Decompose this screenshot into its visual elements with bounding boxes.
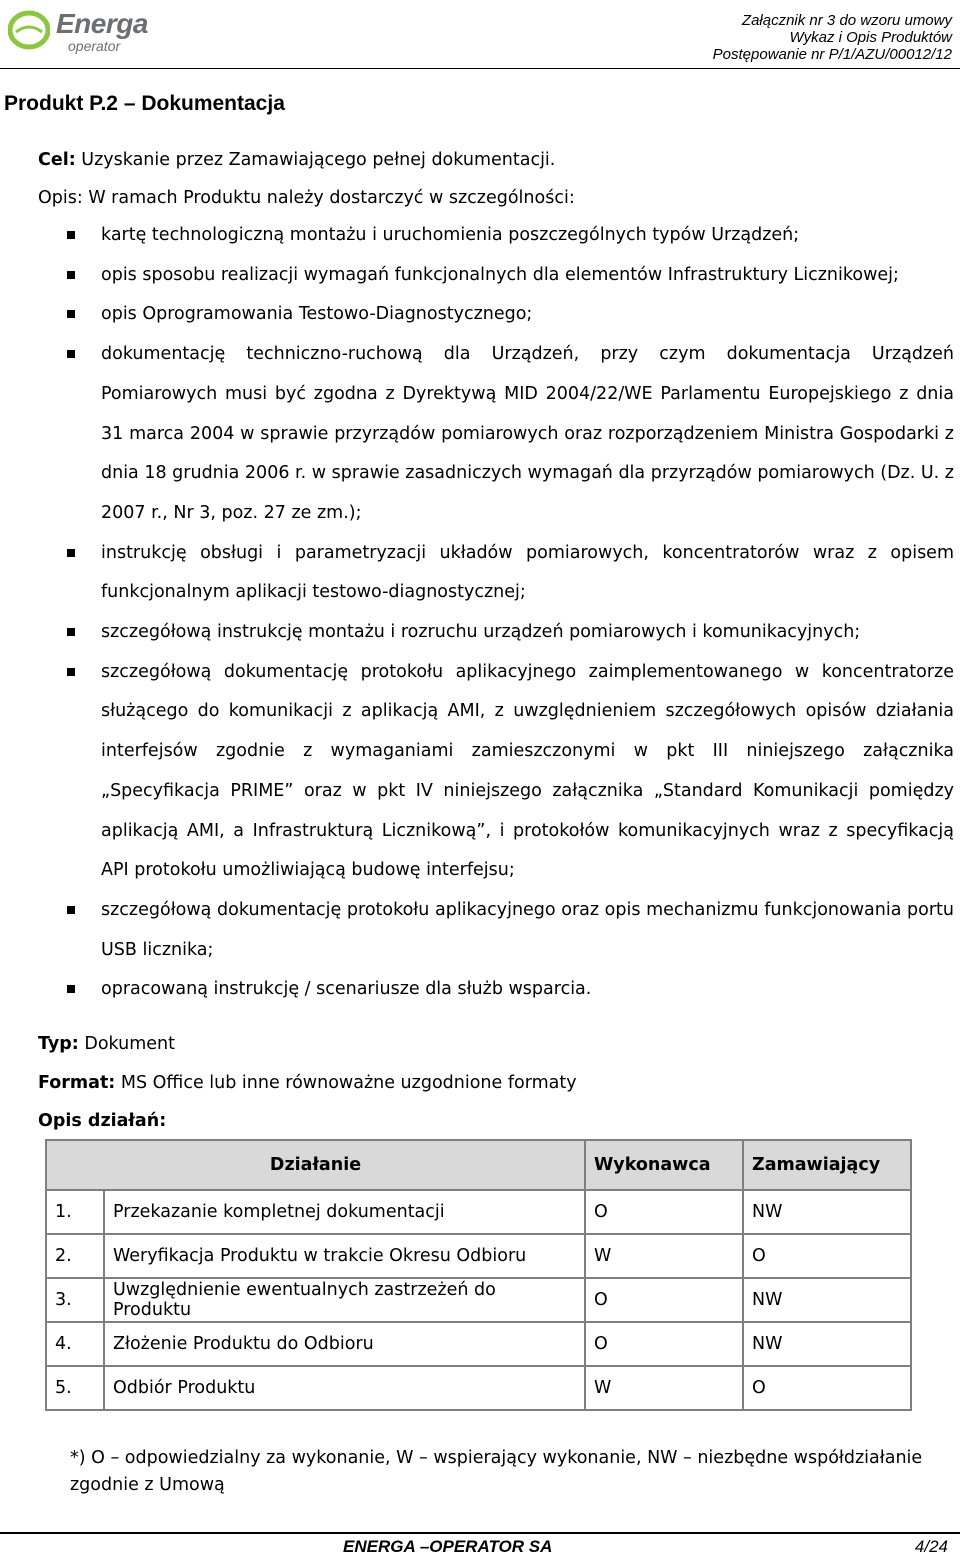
- bullet-square-icon: [67, 350, 75, 358]
- bullet-square-icon: [67, 628, 75, 636]
- bullet-square-icon: [67, 985, 75, 993]
- list-item-text: kartę technologiczną montażu i uruchomienia poszczególnych typów Urządzeń;: [101, 225, 800, 245]
- bullet-square-icon: [67, 668, 75, 676]
- table-row: [46, 1190, 911, 1234]
- row-action: Złożenie Produktu do Odbioru: [104, 1322, 585, 1366]
- list-item: [101, 970, 954, 1010]
- list-item: [101, 891, 954, 970]
- actions-table: [45, 1139, 912, 1411]
- type-paragraph: [38, 1024, 954, 1064]
- row-action: Weryfikacja Produktu w trakcie Okresu Odbioru: [104, 1234, 585, 1278]
- deliverables-list: [0, 216, 960, 1010]
- type-value: Dokument: [78, 1034, 175, 1054]
- table-header-row: [46, 1140, 911, 1190]
- list-item-text: instrukcję obsługi i parametryzacji układów pomiarowych, koncentratorów wraz z opisem funkcjonalnym aplikacji testowo-diagnostycznej;: [101, 542, 954, 603]
- goal-text: Uzyskanie przez Zamawiającego pełnej dokumentacji.: [75, 150, 556, 170]
- list-item-text: szczegółową instrukcję montażu i rozruchu urządzeń pomiarowych i komunikacyjnych;: [101, 622, 861, 643]
- list-item: [101, 295, 954, 335]
- list-item-text: opis Oprogramowania Testowo-Diagnostycznego;: [101, 304, 533, 325]
- list-item: [101, 256, 954, 296]
- header-line-procedure: Postępowanie nr P/1/AZU/00012/12: [712, 46, 952, 63]
- list-item-text: dokumentację techniczno-ruchową dla Urządzeń, przy czym dokumentacja Urządzeń Pomiarowych musi być zgodna z Dyrektywą MID 2004/22/WE Parlamentu Europejskiego z dnia 31 marca 2004 w sprawie przyrządów pomiarowych oraz rozporządzeniem Ministra Gospodarki z dnia 18 grudnia 2006 r. w sprawie zasadniczych wymagań dla przyrządów pomiarowych (Dz. U. z 2007 r., Nr 3, poz. 27 ze zm.);: [101, 344, 954, 523]
- list-item: [101, 534, 954, 613]
- row-action: Odbiór Produktu: [104, 1366, 585, 1410]
- bullet-square-icon: [67, 271, 75, 279]
- row-contractor: W: [585, 1366, 743, 1410]
- bullet-square-icon: [67, 310, 75, 318]
- logo-name: Energa: [56, 8, 148, 39]
- row-client: NW: [743, 1322, 911, 1366]
- bullet-square-icon: [67, 231, 75, 239]
- header-reference: [713, 12, 952, 63]
- energa-logo: [8, 8, 158, 56]
- row-number: 1.: [46, 1190, 104, 1234]
- actions-label: Opis działań:: [38, 1111, 167, 1131]
- page-header: [0, 0, 960, 70]
- row-contractor: O: [585, 1322, 743, 1366]
- actions-paragraph: [38, 1101, 954, 1141]
- row-number: 3.: [46, 1278, 104, 1322]
- row-client: O: [743, 1234, 911, 1278]
- format-paragraph: [38, 1063, 954, 1103]
- header-line-annex: Załącznik nr 3 do wzoru umowy: [741, 12, 952, 29]
- row-client: NW: [743, 1278, 911, 1322]
- row-action: Przekazanie kompletnej dokumentacji: [104, 1190, 585, 1234]
- description-paragraph: Opis: W ramach Produktu należy dostarczyć w szczególności:: [38, 188, 575, 208]
- footer-divider: [0, 1532, 960, 1534]
- bullet-square-icon: [67, 906, 75, 914]
- format-value: MS Office lub inne równoważne uzgodnione formaty: [115, 1073, 577, 1093]
- table-row: [46, 1366, 911, 1410]
- table-row: [46, 1322, 911, 1366]
- type-label: Typ:: [38, 1034, 79, 1054]
- bullet-square-icon: [67, 549, 75, 557]
- list-item-text: szczegółową dokumentację protokołu aplikacyjnego zaimplementowanego w koncentratorze służącego do komunikacji z aplikacją AMI, z uwzględnieniem szczegółowych opisów działania interfejsów zgodnie z wymaganiami zamieszczonymi w pkt III niniejszego załącznika „Specyfikacja PRIME” oraz w pkt IV niniejszego załącznika „Standard Komunikacji pomiędzy aplikacją AMI, a Infrastrukturą Licznikową”, i protokołów komunikacyjnych wraz z specyfikacją API protokołu umożliwiającą budowę interfejsu;: [101, 661, 954, 881]
- table-row: [46, 1234, 911, 1278]
- logo-subtitle: operator: [68, 38, 121, 54]
- row-contractor: O: [585, 1190, 743, 1234]
- column-header-action: Działanie: [46, 1140, 585, 1190]
- goal-paragraph: [38, 140, 954, 180]
- page-number: 4/24: [914, 1537, 948, 1556]
- column-header-contractor: Wykonawca: [585, 1140, 743, 1190]
- header-line-list: Wykaz i Opis Produktów: [789, 29, 952, 46]
- list-item: [101, 335, 954, 534]
- list-item: [101, 653, 954, 891]
- row-contractor: W: [585, 1234, 743, 1278]
- footer-company: ENERGA –OPERATOR SA: [343, 1537, 553, 1556]
- list-item-text: szczegółową dokumentację protokołu aplikacyjnego oraz opis mechanizmu funkcjonowania portu USB licznika;: [101, 899, 954, 960]
- list-item: [101, 216, 954, 256]
- list-item: [101, 613, 954, 653]
- row-number: 4.: [46, 1322, 104, 1366]
- row-number: 5.: [46, 1366, 104, 1410]
- footnote: *) O – odpowiedzialny za wykonanie, W – wspierający wykonanie, NW – niezbędne współdziałanie zgodnie z Umową: [70, 1448, 923, 1495]
- page-title: Produkt P.2 – Dokumentacja: [4, 92, 285, 115]
- table-row: [46, 1278, 911, 1322]
- header-divider: [0, 68, 960, 69]
- energa-logo-icon: [8, 10, 50, 50]
- row-client: O: [743, 1366, 911, 1410]
- row-number: 2.: [46, 1234, 104, 1278]
- row-contractor: O: [585, 1278, 743, 1322]
- row-client: NW: [743, 1190, 911, 1234]
- format-label: Format:: [38, 1073, 116, 1093]
- column-header-client: Zamawiający: [743, 1140, 911, 1190]
- goal-label: Cel:: [38, 150, 76, 170]
- row-action: Uwzględnienie ewentualnych zastrzeżeń do Produktu: [104, 1278, 585, 1322]
- list-item-text: opracowaną instrukcję / scenariusze dla służb wsparcia.: [101, 979, 592, 1000]
- list-item-text: opis sposobu realizacji wymagań funkcjonalnych dla elementów Infrastruktury Licznikowej;: [101, 264, 899, 285]
